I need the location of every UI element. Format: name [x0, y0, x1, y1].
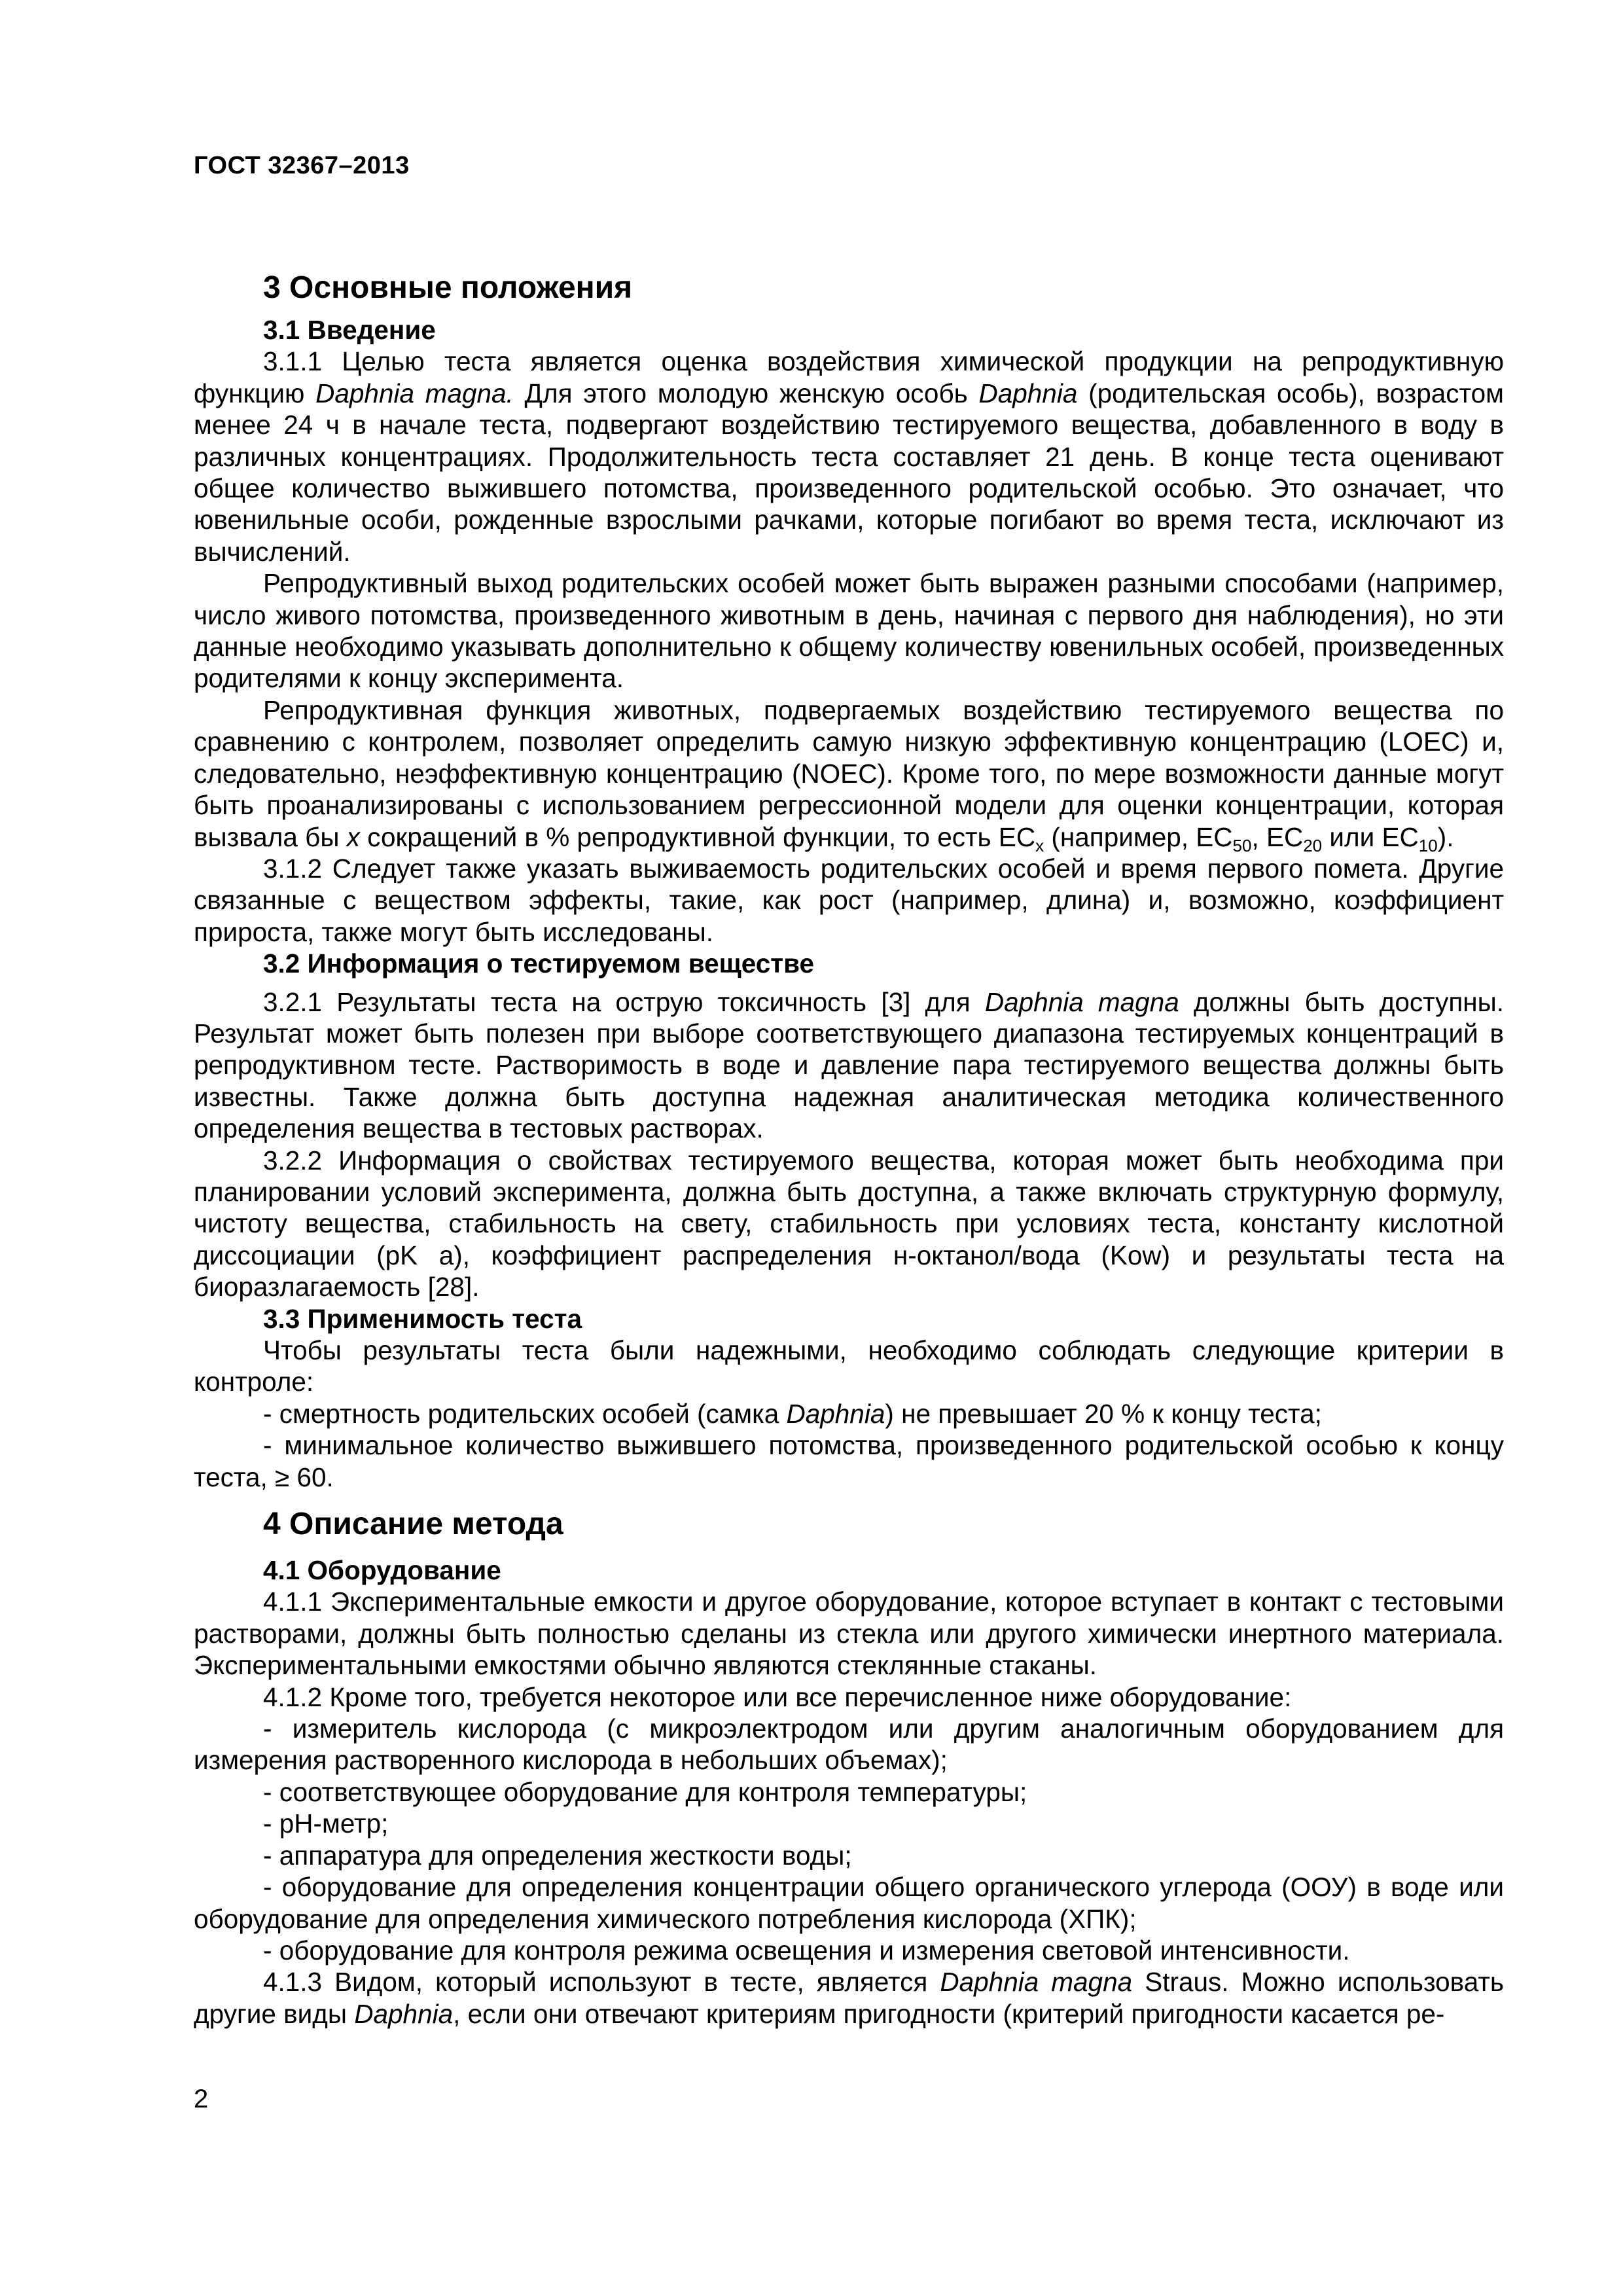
paragraph-4-1-3: 4.1.3 Видом, который используют в тесте, является Daphnia magna Straus. Можно использовать другие виды Daphnia, если они отвечают критериям пригодности (критерий пригодности касается ре- [194, 1967, 1504, 2029]
list-item-oxygen-meter: - измеритель кислорода (с микроэлектродом или другим аналогичным оборудованием для измерения растворенного кислорода в небольших объемах); [194, 1713, 1504, 1776]
section-4-1-title: 4.1 Оборудование [263, 1555, 501, 1586]
document-header: ГОСТ 32367–2013 [194, 152, 410, 179]
list-item-offspring: - минимальное количество выжившего потомства, произведенного родительской особью к концу теста, ≥ 60. [194, 1430, 1504, 1492]
list-item-temperature: - соответствующее оборудование для контроля температуры; [263, 1776, 1027, 1807]
list-item-lighting: - оборудование для контроля режима освещения и измерения световой интенсивности. [263, 1935, 1350, 1965]
section-3-1-title: 3.1 Введение [263, 315, 436, 345]
section-3-3-title: 3.3 Применимость теста [263, 1303, 582, 1334]
paragraph-3-2-1: 3.2.1 Результаты теста на острую токсичность [3] для Daphnia magna должны быть доступны. Результат может быть полезен при выборе соответствующего диапазона тестируемых концентраций в репродуктивном тесте. Растворимость в воде и давление пара тестируемого вещества должны быть известны. Также должна быть доступна надежная аналитическая методика количественного определения вещества в тестовых растворах. [194, 986, 1505, 1144]
paragraph-3-1-1-function: Репродуктивная функция животных, подвергаемых воздействию тестируемого вещества по сравнению с контролем, позволяет определить самую низкую эффективную концентрацию (LOEC) и, следовательно, неэффективную концентрацию (NOEC). Кроме того, по мере возможности данные могут быть проанализированы с использованием регрессионной модели для оценки концентрации, которая вызвала бы x сокращений в % репродуктивной функции, то есть $EC_x$ (например, $EC_{50}$, $EC_{20}$ или $EC_{10}$). [194, 694, 1504, 855]
list-item-hardness: - аппаратура для определения жесткости воды; [263, 1840, 852, 1871]
list-item-mortality: - смертность родительских особей (самка Daphnia) не превышает 20 % к концу теста; [263, 1398, 1322, 1429]
list-item-ph-meter: - pH-метр; [263, 1808, 389, 1839]
paragraph-3-3: Чтобы результаты теста были надежными, необходимо соблюдать следующие критерии в контроле: [194, 1335, 1504, 1397]
paragraph-4-1-2: 4.1.2 Кроме того, требуется некоторое или все перечисленное ниже оборудование: [263, 1681, 1292, 1712]
section-3-title: 3 Основные положения [263, 270, 633, 305]
list-item-toc: - оборудование для определения концентрации общего органического углерода (ООУ) в воде или оборудование для определения химического потребления кислорода (ХПК); [194, 1872, 1504, 1934]
document-body [194, 267, 1504, 2030]
paragraph-4-1-1: 4.1.1 Экспериментальные емкости и другое оборудование, которое вступает в контакт с тестовыми растворами, должны быть полностью сделаны из стекла или другого химически инертного материала. Экспериментальными емкостями обычно являются стеклянные стаканы. [194, 1587, 1504, 1681]
paragraph-3-2-2: 3.2.2 Информация о свойствах тестируемого вещества, которая может быть необходима при планировании условий эксперимента, должна быть доступна, а также включать структурную формулу, чистоту вещества, стабильность на свету, стабильность при условиях теста, константу кислотной диссоциации (pK a), коэффициент распределения н-октанол/вода (Kow) и результаты теста на биоразлагаемость [28]. [194, 1145, 1504, 1302]
paragraph-3-1-1-output: Репродуктивный выход родительских особей может быть выражен разными способами (например, число живого потомства, произведенного животным в день, начиная с первого дня наблюдения), но эти данные необходимо указывать дополнительно к общему количеству ювенильных особей, произведенных родителями к концу эксперимента. [194, 568, 1504, 694]
section-3-2-title: 3.2 Информация о тестируемом веществе [263, 948, 814, 979]
page-number: 2 [194, 2085, 209, 2113]
section-4-title: 4 Описание метода [263, 1507, 563, 1542]
paragraph-3-1-1: 3.1.1 Целью теста является оценка воздействия химической продукции на репродуктивную функцию Daphnia magna. Для этого молодую женскую особь Daphnia (родительская особь), возрастом менее 24 ч в начале теста, подвергают воздействию тестируемого вещества, добавленного в воду в различных концентрациях. Продолжительность теста составляет 21 день. В конце теста оценивают общее количество выжившего потомства, произведенного родительской особью. Это означает, что ювенильные особи, рожденные взрослыми рачками, которые погибают во время теста, исключают из вычислений. [194, 346, 1504, 567]
paragraph-3-1-2: 3.1.2 Следует также указать выживаемость родительских особей и время первого помета. Другие связанные с веществом эффекты, такие, как рост (например, длина) и, возможно, коэффициент прироста, также могут быть исследованы. [194, 853, 1504, 947]
